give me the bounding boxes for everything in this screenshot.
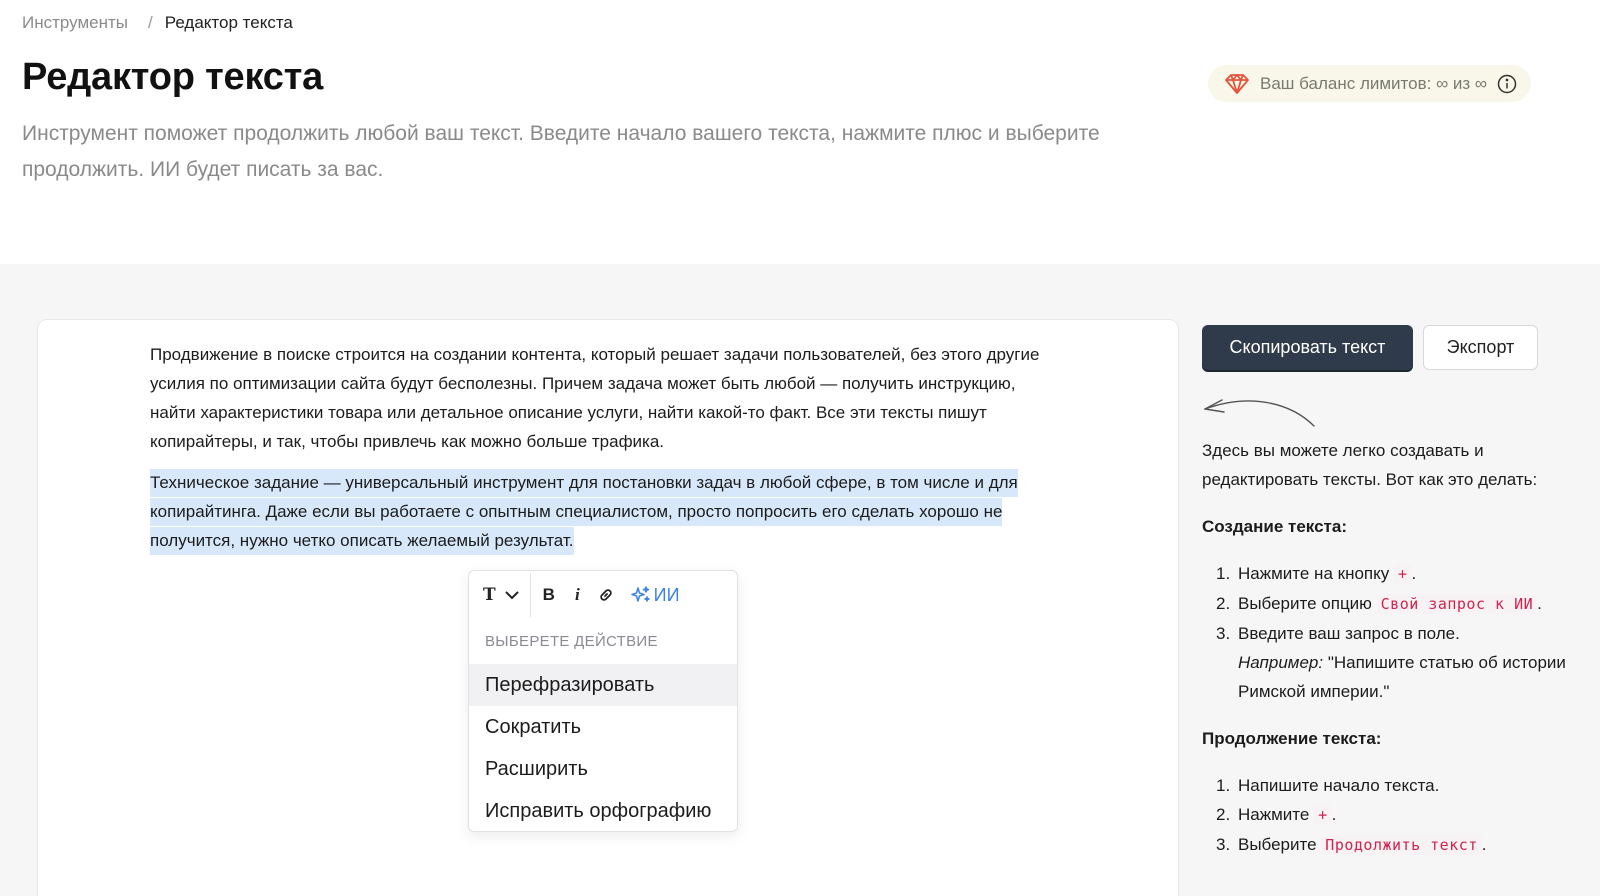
info-icon[interactable]: [1497, 74, 1517, 94]
code-snippet: Продолжить текст: [1321, 835, 1482, 855]
breadcrumb-separator: /: [148, 13, 153, 32]
help-create-title: Создание текста:: [1202, 517, 1347, 536]
menu-heading: ВЫБЕРЕТЕ ДЕЙСТВИЕ: [485, 633, 658, 650]
sparkle-icon: [630, 585, 652, 605]
code-snippet: +: [1314, 805, 1332, 825]
step-text: .: [1411, 564, 1417, 583]
balance-text: Ваш баланс лимитов: ∞ из ∞: [1260, 73, 1488, 93]
step-number: 2.: [1216, 594, 1231, 613]
menu-item-expand[interactable]: Расширить: [485, 757, 588, 780]
list-item: [1216, 800, 1592, 830]
list-item: [1216, 589, 1592, 619]
step-text: Выберите: [1238, 835, 1322, 854]
example-label: Например:: [1238, 653, 1324, 672]
chevron-down-icon[interactable]: [504, 579, 520, 611]
code-snippet: Свой запрос к ИИ: [1377, 594, 1538, 614]
list-item: [1216, 619, 1592, 706]
step-text: .: [1537, 594, 1542, 613]
list-item: [1216, 559, 1592, 589]
help-continue-steps: [1202, 771, 1592, 860]
help-continue-title: Продолжение текста:: [1202, 729, 1382, 748]
help-create-steps: [1202, 559, 1592, 706]
code-snippet: +: [1394, 564, 1412, 584]
step-text: .: [1331, 805, 1337, 824]
step-text: Введите ваш запрос в поле.: [1238, 624, 1460, 643]
menu-item-shorten[interactable]: Сократить: [485, 715, 582, 738]
menu-item-rephrase[interactable]: Перефразировать: [469, 664, 737, 706]
breadcrumb-current: Редактор текста: [164, 13, 293, 32]
step-number: 1.: [1216, 564, 1231, 583]
curved-arrow-icon: [1202, 394, 1322, 428]
copy-text-button[interactable]: Скопировать текст: [1202, 325, 1413, 370]
ai-button[interactable]: [630, 585, 680, 606]
list-item: [1216, 771, 1592, 800]
editor-paragraph[interactable]: Продвижение в поиске строится на создании контента, который решает задачи пользователей, без этого другие усилия по оптимизации сайта будут бесполезны. Причем задача может быть любой — получить инструкцию, найти характеристики товара или детальное описание услуги, найти какой-то факт. Все эти тексты пишут копирайтеры, и так, чтобы привлечь как можно больше трафика.: [150, 345, 1040, 451]
ai-label: ИИ: [653, 584, 680, 605]
step-number: 3.: [1216, 835, 1231, 854]
list-item: [1216, 830, 1592, 860]
step-number: 2.: [1216, 805, 1231, 824]
page-description: Инструмент поможет продолжить любой ваш текст. Введите начало вашего текста, нажмите плюс и выберите продолжить. ИИ будет писать за вас.: [22, 122, 1100, 181]
bold-button[interactable]: B: [542, 585, 555, 604]
step-number: 1.: [1216, 776, 1231, 795]
editor-paragraph-selected[interactable]: [150, 468, 1070, 555]
step-text: Нажмите: [1238, 805, 1315, 824]
text-style-button[interactable]: T: [483, 585, 496, 605]
selected-text[interactable]: Техническое задание — универсальный инструмент для постановки задач в любой сфере, в том числе и для копирайтинга. Даже если вы работаете с опытным специалистом, просто попросить его сделать хорошо не получится, нужно четко описать желаемый результат.: [150, 469, 1018, 555]
breadcrumb: [22, 13, 293, 33]
page-title: Редактор текста: [22, 56, 324, 98]
italic-button[interactable]: i: [574, 585, 580, 604]
step-number: 3.: [1216, 624, 1231, 643]
help-panel: [1202, 436, 1592, 878]
ai-actions-popup: [468, 570, 738, 832]
help-intro: Здесь вы можете легко создавать и редактировать тексты. Вот как это делать:: [1202, 441, 1538, 489]
link-icon[interactable]: [598, 579, 614, 611]
export-button[interactable]: Экспорт: [1423, 325, 1538, 370]
step-text: Напишите начало текста.: [1238, 776, 1440, 795]
step-text: .: [1481, 835, 1487, 854]
limits-balance-badge: [1208, 65, 1531, 102]
breadcrumb-tools-link[interactable]: Инструменты: [22, 13, 129, 32]
step-text: Выберите опцию: [1238, 594, 1377, 613]
example-text: "Напишите статью об истории Римской империи.": [1238, 653, 1566, 701]
step-text: Нажмите на кнопку: [1238, 564, 1394, 583]
format-toolbar: [469, 571, 737, 619]
toolbar-divider: [530, 573, 531, 617]
gem-icon: [1224, 73, 1250, 95]
menu-item-fix-spelling[interactable]: Исправить орфографию: [485, 799, 712, 822]
